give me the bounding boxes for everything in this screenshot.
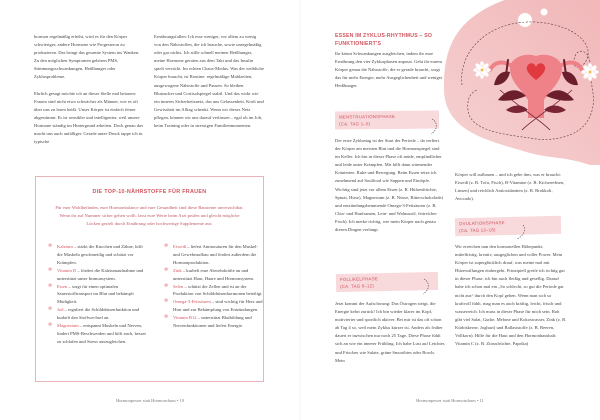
nutrient-box	[35, 176, 264, 382]
phase-days: (CA. TAG 13–16)	[459, 226, 496, 233]
ovulation-text: Wir erreichen nun den hormonellen Höhepunkt: mittelfristig, kreativ, ausgeglichen und voller Power. Mein Körper ist superglücklich drauf, was meine mal mit Hitzewallungen einhergeht. Prinzipiell greife ich richtig gut in dieser Phase, ich bin auch fleißig und gesellig. Darauf habe ich schon mal ein „So schlecht, so gut die Periode gar nicht aus“ durch den Kopf gehen. Wenn man sich so kraftvoll fühlt, mag man es auch kräftig, leicht, frisch und wasserreich. Ich muss in dieser Phase für mich sein. Roh gibt viel Salat, Gurke, Melone und Kokoswasser, Zink (z. B. Kürbiskerne, Joghurt) und Ballaststoffe (z. B. Beeren, Vollkorn). Hilfe für die Haut und den Hormonhaushalt: Vitamin C (z. B. Zitrusfrüchte, Paprika)	[455, 244, 567, 347]
bullet-icon: ✻	[164, 299, 169, 305]
nutrient-text: – fördert die Kalziumaufnahme und unterstützt unser Immunsystem.	[57, 267, 144, 281]
nutrient-name: Zink	[173, 267, 182, 273]
menstruation-text: Der erste Zyklustag ist der Start der Periode – da verliert der Körper am meisten Blut und die Hormonspiegel sind im Keller. Ich bin in dieser Phase oft müde, empfindlicher und leide unter Krämpfen. Mir hilft dann wärmender Kräutertee, Ruhe und Bewegung. Beim Essen setze ich zunehmend auf Soulfood wie Suppen und Eintöpfe. Wichtig sind jetzt vor allem Eisen (z. B. Hülsenfrüchte, Spinat, Hirse), Magnesium (z. B. Nüsse, Bitterschokolade) und entzündungshemmende Omega-3-Fettsäuren (z. B. Chia- und Hanfsamen, Lein- und Walnussöl, fettreicher Fisch). Ich merke richtig, wie mein Körper nach genau diesen Dingen verlangt.	[335, 138, 444, 233]
phase-days: (CA. TAG 1–5)	[339, 120, 371, 127]
dashed-arrow-icon	[515, 224, 529, 242]
menstruation-text-continued: Körper will aufbauen – und ich gebe ihm, was er braucht: Eiweiß (z. B. Tofu, Fisch), B-Vitamine (z. B. Kichererbsen, Linsen) und reichlich Antioxidantien (z. B. Brokkoli, Avocado).	[455, 172, 565, 202]
nutrient-text: – unterstützt Blutbildung und Nervenfunktionen und liefert Energie.	[173, 315, 252, 329]
list-item	[48, 283, 148, 307]
list-item	[48, 267, 148, 283]
bullet-icon: ✻	[48, 323, 53, 329]
bullet-icon: ✻	[48, 244, 53, 249]
section-intro: Ihr könnt Schwankungen ausgleichen, indem ihr eure Ernährung den vier Zyklusphasen anpasst. Gebt ihr eurem Körper genau die Nährstoffe, die er gerade braucht, sorgt das für mehr Energie, mehr Ausgeglichenheit und weniger Heißhunger.	[335, 51, 443, 89]
paragraph: Ernährungsfallen: Ich esse weniger, vor allem zu wenig von den Nährstoffen, die ich brauche, sowie unregelmäßig oder gar nichts. Ich stille schnell meinen Heißhunger, meine Hormone geraten aus dem Takt und das Insulin spielt verrückt. Im echten Chaos-Modus. Was der weibliche Körper braucht, ist Routine: regelmäßige Mahlzeiten, ausgewogene Nährstoffe und Pausen. So bleiben Blutzucker und Cortisolspiegel stabil. Und das wirkt wie ein inneres Sicherheitsnetz, das uns Gelassenheit, Kraft und Gewissheit im Alltag schenkt. Wenn wir dieses Netz pflegen, können wir uns darauf verlassen – egal ob im Job, beim Training oder in stressigen Familienmomenten.	[154, 34, 264, 129]
list-item	[48, 306, 148, 322]
paragraph: Ehrlich gesagt möchte ich an dieser Stelle mal betonen: Frauen sind nicht etwa schwächer als Männer, wie es oft über uns zu lesen heißt. Unser Körper ist einfach feiner abgestimmt. Er ist sensibler und intelligenter, weil unsere Hormone ständig im Hintergrund arbeiten. Doch genau das macht uns auch anfälliger. Gerade unter Druck tappe ich in typische	[34, 90, 143, 145]
bullet-icon: ✻	[48, 267, 53, 273]
bullet-icon: ✻	[164, 283, 169, 289]
phase-days: (CA. TAG 6–12)	[340, 282, 374, 289]
page-footer-left: Hormonpower statt Hormonchaos • 10	[116, 398, 184, 403]
page-footer-right: Hormonpower statt Hormonchaos • 11	[416, 398, 484, 403]
nutrient-text: – liefert Aminosäuren für den Muskel- und Gewebeaufbau und fördert außerdem die Hormonproduktion.	[173, 244, 258, 265]
nutrient-name: Selen	[173, 283, 184, 289]
nutrient-text: – reguliert die Schilddrüsenfunktion und kurbelt den Stoffwechsel an.	[57, 307, 140, 321]
list-item	[164, 243, 264, 267]
bullet-icon: ✻	[164, 244, 169, 249]
left-column-2	[154, 33, 264, 138]
bullet-icon: ✻	[48, 307, 53, 313]
nutrient-name: Jod	[57, 307, 64, 313]
nutrient-text: – stärkt die Knochen und Zähne, hilft die Muskeln geschmeidig und schützt vor Krämpfen.	[57, 244, 143, 265]
bullet-icon: ✻	[48, 283, 53, 289]
nutrient-text: – sorgt für einen optimalen Sauerstofftransport im Blut und bekämpft Müdigkeit.	[57, 283, 134, 305]
list-item	[164, 298, 264, 314]
nutrient-name: Kalzium	[57, 244, 73, 249]
paragraph: hormon regelmäßig erhöht, wird es für den Körper schwieriger, andere Hormone wie Progesteron zu produzieren. Das bringt das gesamte System ins Wanken. Zu den möglichen Symptomen gehören PMS, Stimmungsschwankungen, Heißhunger oder Zyklusprobleme.	[34, 34, 140, 80]
nutrient-text: – entspannt Muskeln und Nerven, lindert PMS-Beschwerden und hilft euch, besser zu schlafen und Stress auszugleichen.	[57, 323, 147, 344]
section-heading: ESSEN IM ZYKLUS-RHYTHMUS – SO FUNKTIONIERT'S	[335, 33, 433, 47]
illustration-svg	[440, 0, 600, 165]
dashed-arrow-icon	[420, 278, 434, 296]
list-item	[48, 243, 148, 267]
phase-label-menstruation	[335, 110, 439, 129]
phase-name: OVULATIONSPHASE	[458, 220, 505, 227]
nutrient-text: – kurbelt eure Abwehrkräfte an und unterstützt Haut, Haare und Hormonsystem.	[173, 267, 255, 281]
list-item	[164, 267, 264, 283]
list-item	[48, 322, 148, 346]
phase-name: MENSTRUATIONSPHASE	[338, 113, 396, 120]
dashed-arrow-icon	[428, 118, 442, 136]
bullet-icon: ✻	[164, 267, 169, 273]
nutrient-name: Vitamin D	[57, 267, 77, 273]
box-intro: Für euer Wohlbefinden, eure Hormonbalance und eure Gesundheit sind diese Bausteine unverzichtbar. Wenn ihr auf Nummer sicher gehen wollt, lasst eure Werte beim Arzt prüfen und gleicht mögliche Lücken gezielt durch Ernährung oder hochwertige Supplemente aus:	[55, 205, 244, 226]
uterus-illustration	[440, 0, 600, 165]
box-title: DIE TOP-10-NÄHRSTOFFE FÜR FRAUEN	[92, 189, 207, 195]
list-item	[164, 314, 264, 330]
bullet-icon: ✻	[164, 315, 169, 321]
nutrient-list-right	[164, 243, 264, 330]
follikel-text: Jetzt kommt der Aufschwung: Das Östrogen steigt, die Energie kehrt zurück! Ich bin wieder klarer im Kopf, motivierter und sportlich aktiver. Bei mir ist das oft schon ab Tag 4 so, weil mein Zyklus kürzer ist. Anders als früher dauert er inzwischen nur noch 25 Tage. Diese Phase fühlt sich an wie ein innerer Frühling. Ich habe Lust auf Leichtes und Frisches wie Salate, grüne Smoothies oder Bowls. Mein	[335, 301, 445, 363]
nutrient-text: – schützt die Zellen und ist an der Produktion von Schilddrüsenhormonen beteiligt.	[173, 283, 263, 297]
phase-name: FOLLIKELPHASE	[339, 276, 378, 282]
nutrient-text: – sind wichtig für Herz und Hirn und zur Bekämpfung von Entzündungen.	[173, 299, 263, 313]
left-column-1	[34, 33, 144, 154]
nutrient-name: Vitamin B12	[173, 315, 197, 321]
nutrient-name: Omega-3-Fettsäuren	[173, 299, 211, 305]
phase-label-ovulation	[455, 216, 561, 237]
nutrient-list-left	[48, 243, 148, 346]
list-item	[164, 283, 264, 299]
nutrient-name: Magnesium	[57, 323, 79, 329]
nutrient-name: Eiweiß	[173, 244, 187, 249]
nutrient-name: Eisen	[57, 283, 68, 289]
